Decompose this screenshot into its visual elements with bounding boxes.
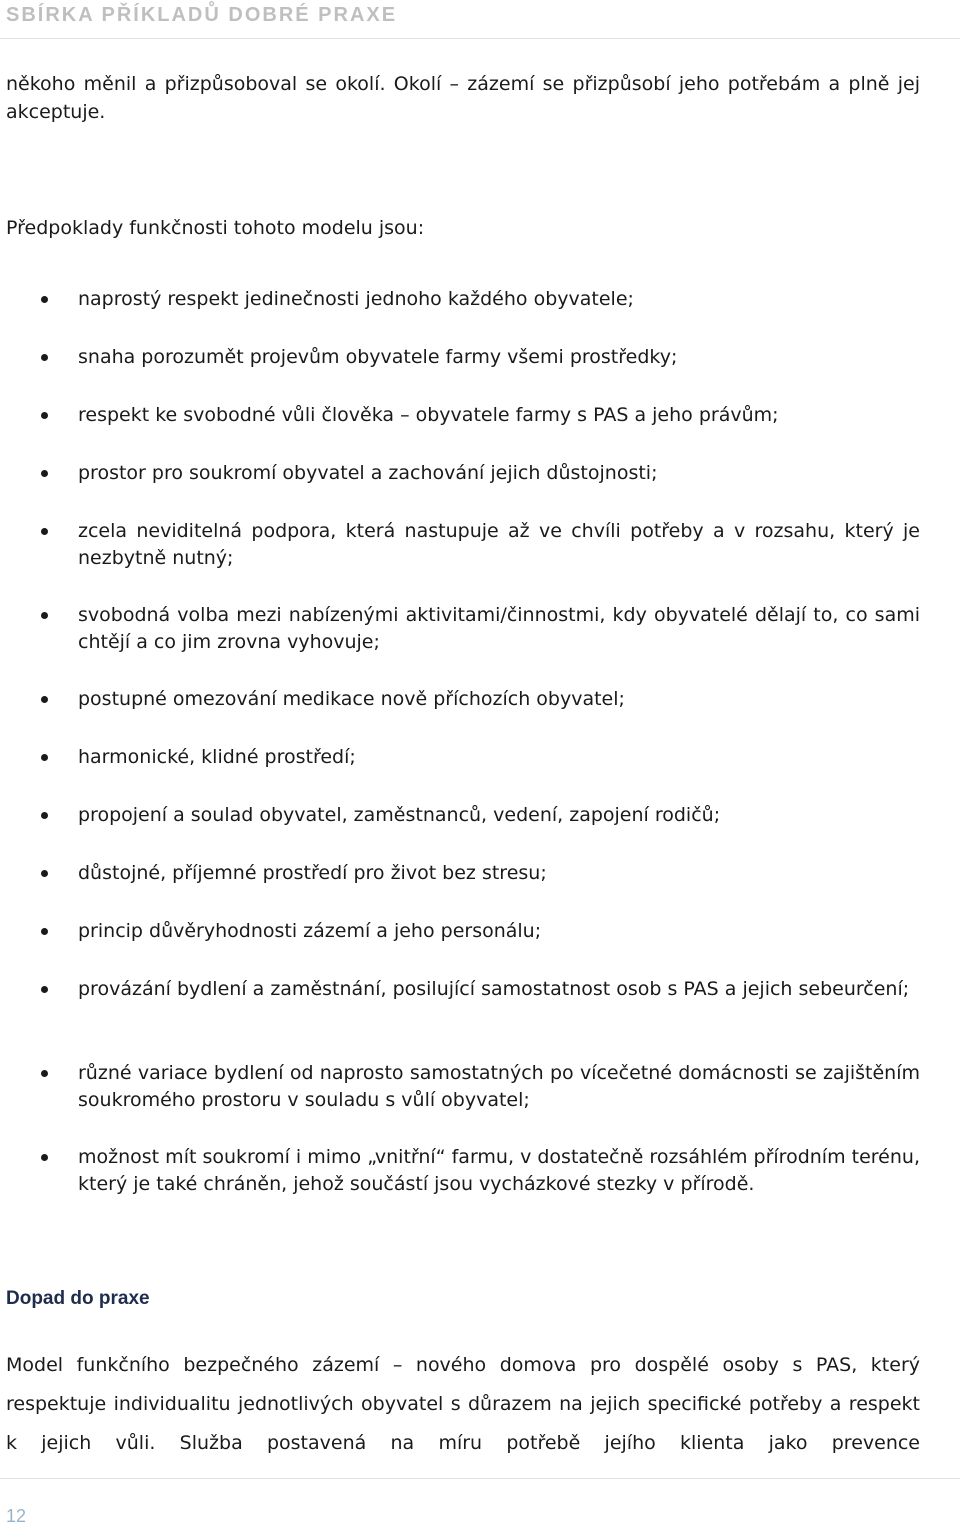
list-item — [78, 518, 920, 572]
list-item — [78, 1144, 920, 1198]
list-item-text: princip důvěryhodnosti zázemí a jeho personálu; — [78, 920, 542, 942]
list-item-text: provázání bydlení a zaměstnání, posilující samostatnost osob s PAS a jejich sebeurčení; — [78, 978, 910, 1000]
list-item — [78, 286, 920, 313]
document-header-title: SBÍRKA PŘÍKLADŮ DOBRÉ PRAXE — [6, 4, 398, 26]
list-item — [78, 402, 920, 429]
list-item — [78, 344, 920, 371]
bullet-icon — [41, 354, 48, 361]
bullet-icon — [41, 528, 48, 535]
section-heading: Dopad do praxe — [6, 1288, 150, 1309]
list-item-text: snaha porozumět projevům obyvatele farmy všemi prostředky; — [78, 346, 678, 368]
list-item-text: důstojné, příjemné prostředí pro život bez stresu; — [78, 862, 547, 884]
bullet-icon — [41, 296, 48, 303]
list-item — [78, 802, 920, 829]
bullet-icon — [41, 928, 48, 935]
footer-divider — [0, 1478, 960, 1479]
bullet-icon — [41, 696, 48, 703]
impact-paragraph: Model funkčního bezpečného zázemí – nového domova pro dospělé osoby s PAS, který respektuje individualitu jednotlivých obyvatel s důrazem na jejich specifické potřeby a respekt k jejich vůli. Služba postavená na míru potřebě jejího klienta jako prevence — [6, 1354, 920, 1454]
list-item-text: respekt ke svobodné vůli člověka – obyvatele farmy s PAS a jeho právům; — [78, 404, 779, 426]
list-item-text: naprostý respekt jedinečnosti jednoho každého obyvatele; — [78, 288, 634, 310]
bullet-icon — [41, 1154, 48, 1161]
bullet-icon — [41, 754, 48, 761]
list-item-text: prostor pro soukromí obyvatel a zachování jejich důstojnosti; — [78, 462, 658, 484]
list-item — [78, 1060, 920, 1114]
list-item-text: možnost mít soukromí i mimo „vnitřní“ farmu, v dostatečně rozsáhlém přírodním terénu, který je také chráněn, jehož součástí jsou vycházkové stezky v přírodě. — [78, 1146, 920, 1195]
page-number: 12 — [6, 1506, 27, 1526]
bullet-icon — [41, 870, 48, 877]
list-item-text: svobodná volba mezi nabízenými aktivitami/činnostmi, kdy obyvatelé dělají to, co sami chtějí a co jim zrovna vyhovuje; — [78, 604, 920, 653]
bullet-icon — [41, 470, 48, 477]
list-item — [78, 744, 920, 771]
list-item — [78, 918, 920, 945]
list-item-text: harmonické, klidné prostředí; — [78, 746, 356, 768]
bullet-icon — [41, 612, 48, 619]
list-item — [78, 460, 920, 487]
header-divider — [0, 38, 960, 39]
list-item — [78, 602, 920, 656]
bullet-icon — [41, 412, 48, 419]
intro-paragraph: někoho měnil a přizpůsoboval se okolí. Okolí – zázemí se přizpůsobí jeho potřebám a plně jej akceptuje. — [6, 73, 920, 123]
list-item-text: zcela neviditelná podpora, která nastupuje až ve chvíli potřeby a v rozsahu, který je nezbytně nutný; — [78, 520, 920, 569]
bullet-icon — [41, 1070, 48, 1077]
bullet-icon — [41, 812, 48, 819]
list-item — [78, 976, 920, 1003]
list-item — [78, 860, 920, 887]
bullet-icon — [41, 986, 48, 993]
prerequisites-lead: Předpoklady funkčnosti tohoto modelu jsou: — [6, 217, 425, 239]
list-item — [78, 686, 920, 713]
list-item-text: propojení a soulad obyvatel, zaměstnanců, vedení, zapojení rodičů; — [78, 804, 721, 826]
list-item-text: různé variace bydlení od naprosto samostatných po vícečetné domácnosti se zajištěním soukromého prostoru v souladu s vůlí obyvatel; — [78, 1062, 920, 1111]
list-item-text: postupné omezování medikace nově příchozích obyvatel; — [78, 688, 625, 710]
